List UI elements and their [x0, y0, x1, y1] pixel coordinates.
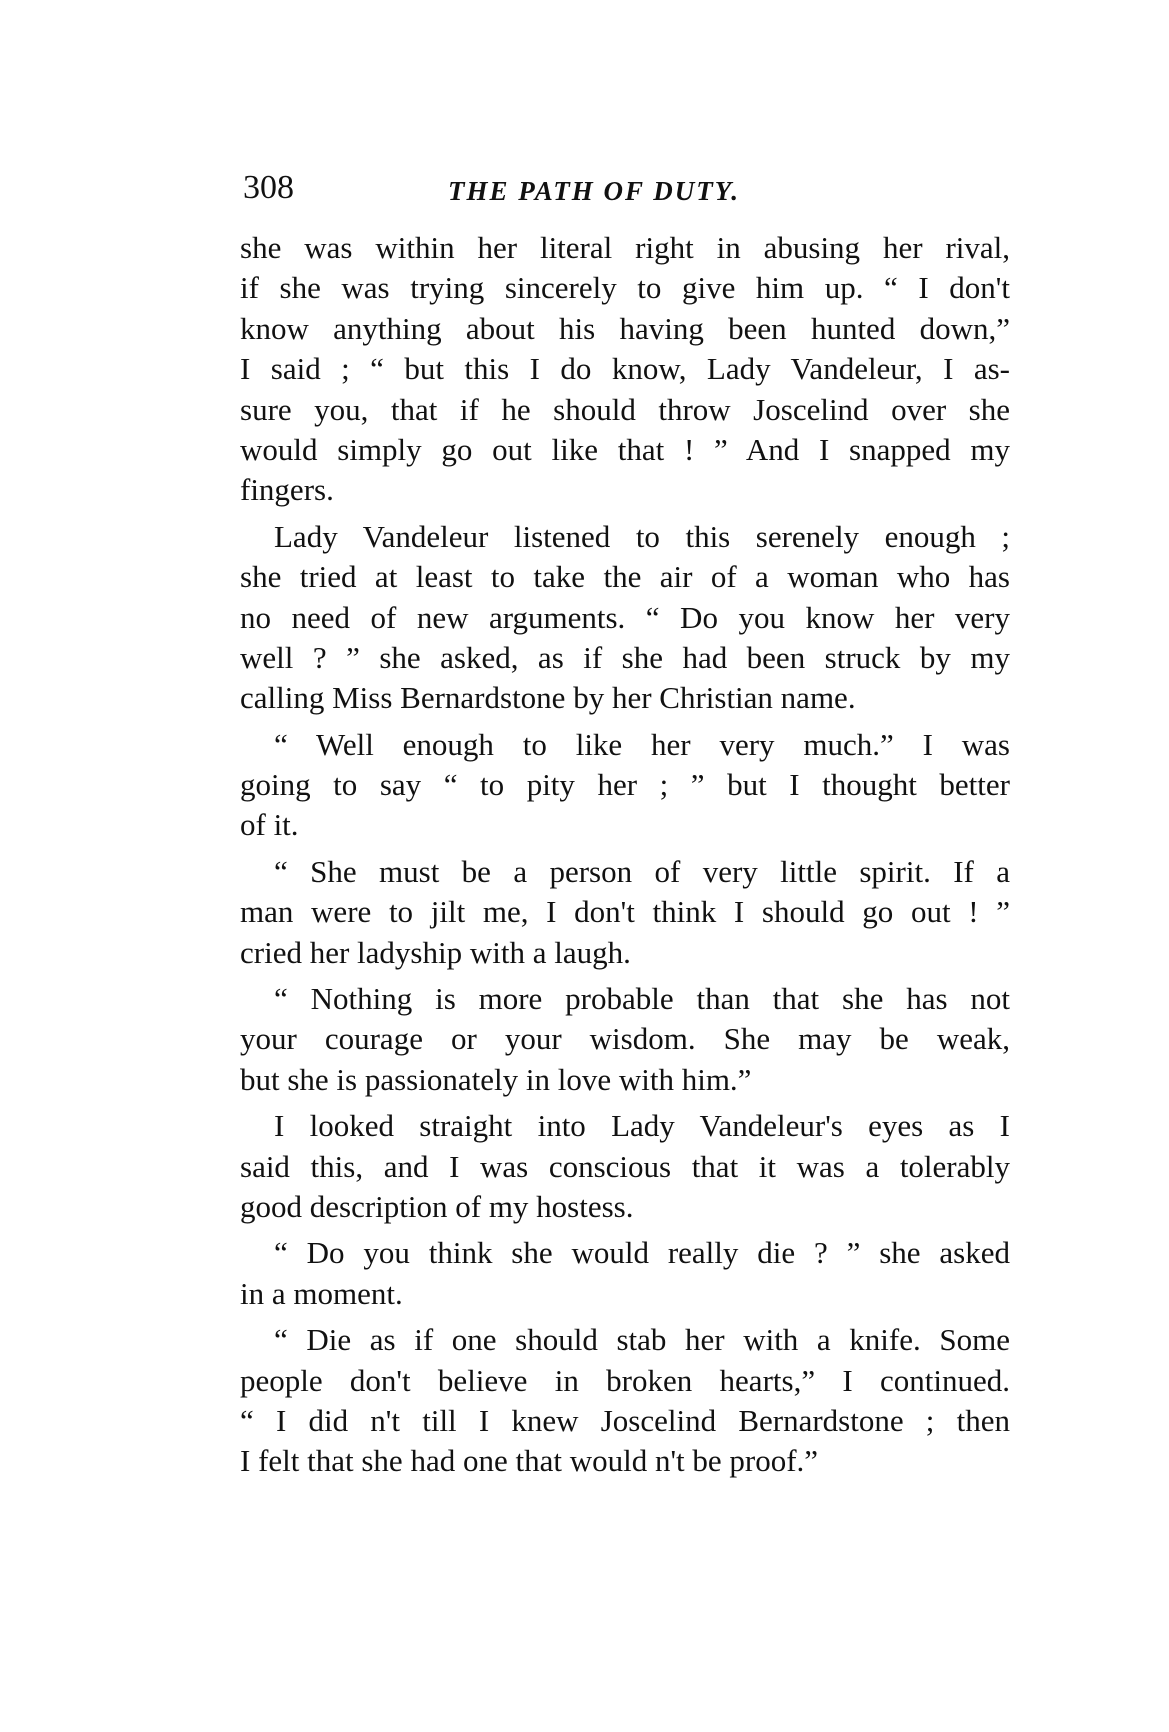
paragraph — [240, 228, 1010, 511]
text-line: “ Do you think she would really die ? ” she asked — [274, 1235, 1010, 1271]
paragraph — [240, 1106, 1010, 1227]
text-line: I felt that she had one that would n't be proof.” — [240, 1443, 819, 1479]
text-line: going to say “ to pity her ; ” but I thought better — [240, 767, 1010, 803]
body-text — [240, 228, 1010, 1482]
text-line: I said ; “ but this I do know, Lady Vandeleur, I as- — [240, 351, 1010, 387]
page-number: 308 — [243, 169, 294, 206]
text-line: she tried at least to take the air of a woman who has — [240, 559, 1010, 595]
paragraph — [240, 852, 1010, 973]
text-line: fingers. — [240, 472, 334, 508]
text-line: “ Well enough to like her very much.” I was — [274, 726, 1010, 762]
text-line: know anything about his having been hunted down,” — [240, 310, 1010, 346]
text-line: “ She must be a person of very little spirit. If a — [274, 853, 1010, 889]
text-line: would simply go out like that ! ” And I snapped my — [240, 431, 1010, 467]
running-head — [243, 168, 1013, 218]
running-title: THE PATH OF DUTY. — [448, 176, 741, 206]
text-line: well ? ” she asked, as if she had been struck by my — [240, 639, 1010, 675]
paragraph — [240, 517, 1010, 719]
text-line: good description of my hostess. — [240, 1188, 634, 1224]
text-line: Lady Vandeleur listened to this serenely enough ; — [274, 518, 1010, 554]
text-line: I looked straight into Lady Vandeleur's eyes as I — [274, 1108, 1010, 1144]
text-line: man were to jilt me, I don't think I should go out ! ” — [240, 894, 1010, 930]
paragraph — [240, 979, 1010, 1100]
paragraph — [240, 1320, 1010, 1482]
text-line: your courage or your wisdom. She may be weak, — [240, 1021, 1010, 1057]
paragraph — [240, 1233, 1010, 1314]
text-line: “ I did n't till I knew Joscelind Bernardstone ; then — [240, 1402, 1010, 1438]
text-line: calling Miss Bernardstone by her Christian name. — [240, 680, 856, 716]
text-line: no need of new arguments. “ Do you know her very — [240, 599, 1010, 635]
text-line: “ Die as if one should stab her with a knife. Some — [274, 1322, 1010, 1358]
text-line: she was within her literal right in abusing her rival, — [240, 230, 1010, 265]
text-line: said this, and I was conscious that it was a tolerably — [240, 1148, 1010, 1184]
text-line: sure you, that if he should throw Joscelind over she — [240, 391, 1010, 427]
text-line: but she is passionately in love with him.” — [240, 1061, 752, 1097]
text-line: cried her ladyship with a laugh. — [240, 934, 631, 970]
text-line: “ Nothing is more probable than that she has not — [274, 981, 1010, 1017]
text-line: in a moment. — [240, 1275, 403, 1311]
text-line: people don't believe in broken hearts,” I continued. — [240, 1362, 1010, 1398]
paragraph — [240, 725, 1010, 846]
text-line: of it. — [240, 807, 299, 843]
text-line: if she was trying sincerely to give him up. “ I don't — [240, 270, 1010, 306]
